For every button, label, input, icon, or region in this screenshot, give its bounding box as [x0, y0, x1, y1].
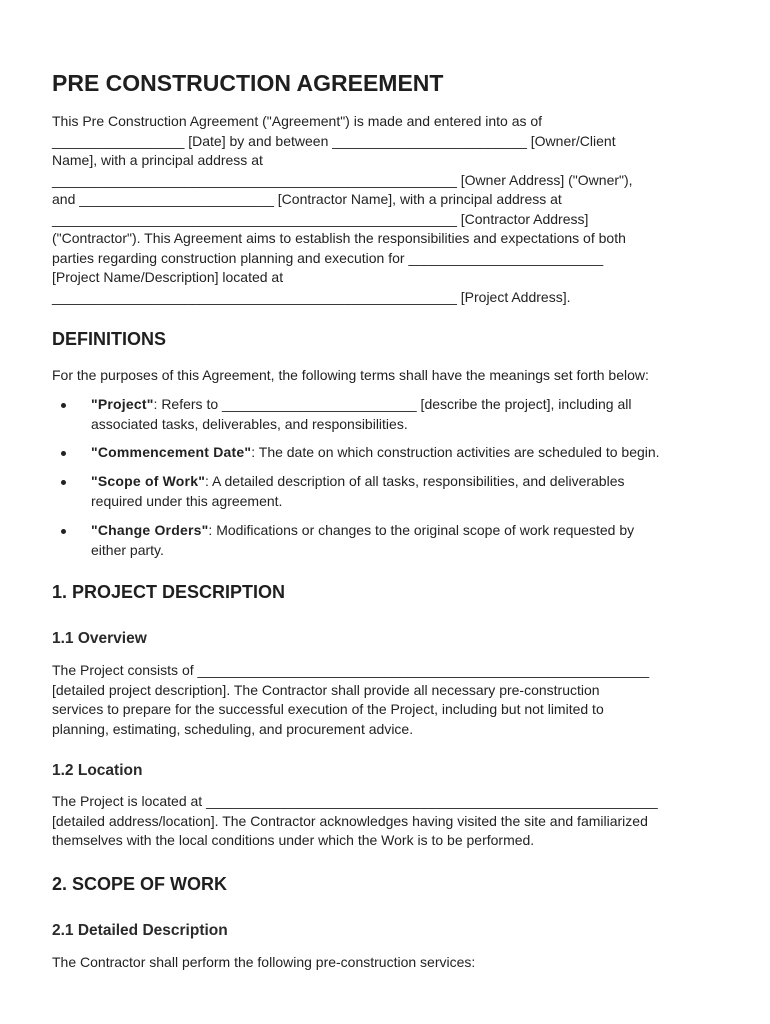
bullet-icon [61, 529, 66, 534]
section-1-heading: 1. PROJECT DESCRIPTION [52, 582, 286, 602]
intro-line: and _________________________ [Contractor Name], with a principal address at [52, 191, 562, 207]
definitions-heading: DEFINITIONS [52, 329, 167, 349]
paragraph-line: planning, estimating, scheduling, and procurement advice. [52, 720, 414, 737]
intro-line: This Pre Construction Agreement ("Agreement") is made and entered into as of [52, 113, 543, 129]
intro-line: parties regarding construction planning and execution for _________________________ [52, 249, 604, 266]
definitions-intro-text: For the purposes of this Agreement, the following terms shall have the meanings set forth below: [52, 367, 649, 383]
section-2-1-heading: 2.1 Detailed Description [52, 922, 228, 939]
intro-line: Name], with a principal address at [52, 152, 263, 168]
paragraph-line: The Project consists of __________________________________________________________ [52, 662, 650, 678]
definitions-intro [52, 366, 722, 386]
intro-line: ("Contractor"). This Agreement aims to establish the responsibilities and expectations of both [52, 230, 626, 246]
section-2-heading: 2. SCOPE OF WORK [52, 874, 228, 894]
paragraph-line: [detailed project description]. The Contractor shall provide all necessary pre-construction [52, 681, 600, 698]
section-1-2-heading: 1.2 Location [52, 762, 143, 779]
intro-line: ____________________________________________________ [Contractor Address] [52, 210, 589, 227]
definition-term: "Scope of Work" [91, 473, 206, 489]
bullet-icon [61, 480, 66, 485]
definition-term: "Change Orders" [91, 522, 209, 538]
definition-term: "Commencement Date" [91, 444, 252, 460]
definition-text: : Refers to _________________________ [describe the project], including all [153, 396, 632, 412]
intro-line: [Project Name/Description] located at [52, 269, 284, 285]
location-paragraph [52, 792, 722, 851]
overview-paragraph [52, 661, 722, 739]
intro-line: ____________________________________________________ [Owner Address] ("Owner"), [52, 171, 633, 188]
definition-term: "Project" [91, 396, 154, 412]
bullet-icon [61, 451, 66, 456]
paragraph-line: The Contractor shall perform the following pre-construction services: [52, 954, 476, 970]
intro-line: ____________________________________________________ [Project Address]. [52, 288, 571, 305]
paragraph-line: The Project is located at __________________________________________________________ [52, 793, 658, 809]
intro-line: _________________ [Date] by and between _________________________ [Owner/Client [52, 132, 616, 149]
definition-text: : A detailed description of all tasks, responsibilities, and deliverables [205, 473, 625, 489]
definition-text-cont: associated tasks, deliverables, and responsibilities. [91, 415, 408, 432]
bullet-icon [61, 403, 66, 408]
paragraph-line: [detailed address/location]. The Contractor acknowledges having visited the site and familiarized [52, 812, 648, 829]
intro-paragraph [52, 112, 712, 307]
definition-text: : The date on which construction activities are scheduled to begin. [251, 444, 660, 460]
definition-text-cont: required under this agreement. [91, 492, 283, 509]
definition-text-cont: either party. [91, 541, 164, 558]
detailed-description-paragraph [52, 953, 722, 973]
paragraph-line: services to prepare for the successful execution of the Project, including but not limited to [52, 701, 604, 717]
paragraph-line: themselves with the local conditions under which the Work is to be performed. [52, 832, 535, 848]
section-1-1-heading: 1.1 Overview [52, 630, 147, 647]
document-title: PRE CONSTRUCTION AGREEMENT [52, 70, 444, 96]
definition-text: : Modifications or changes to the original scope of work requested by [208, 522, 635, 538]
